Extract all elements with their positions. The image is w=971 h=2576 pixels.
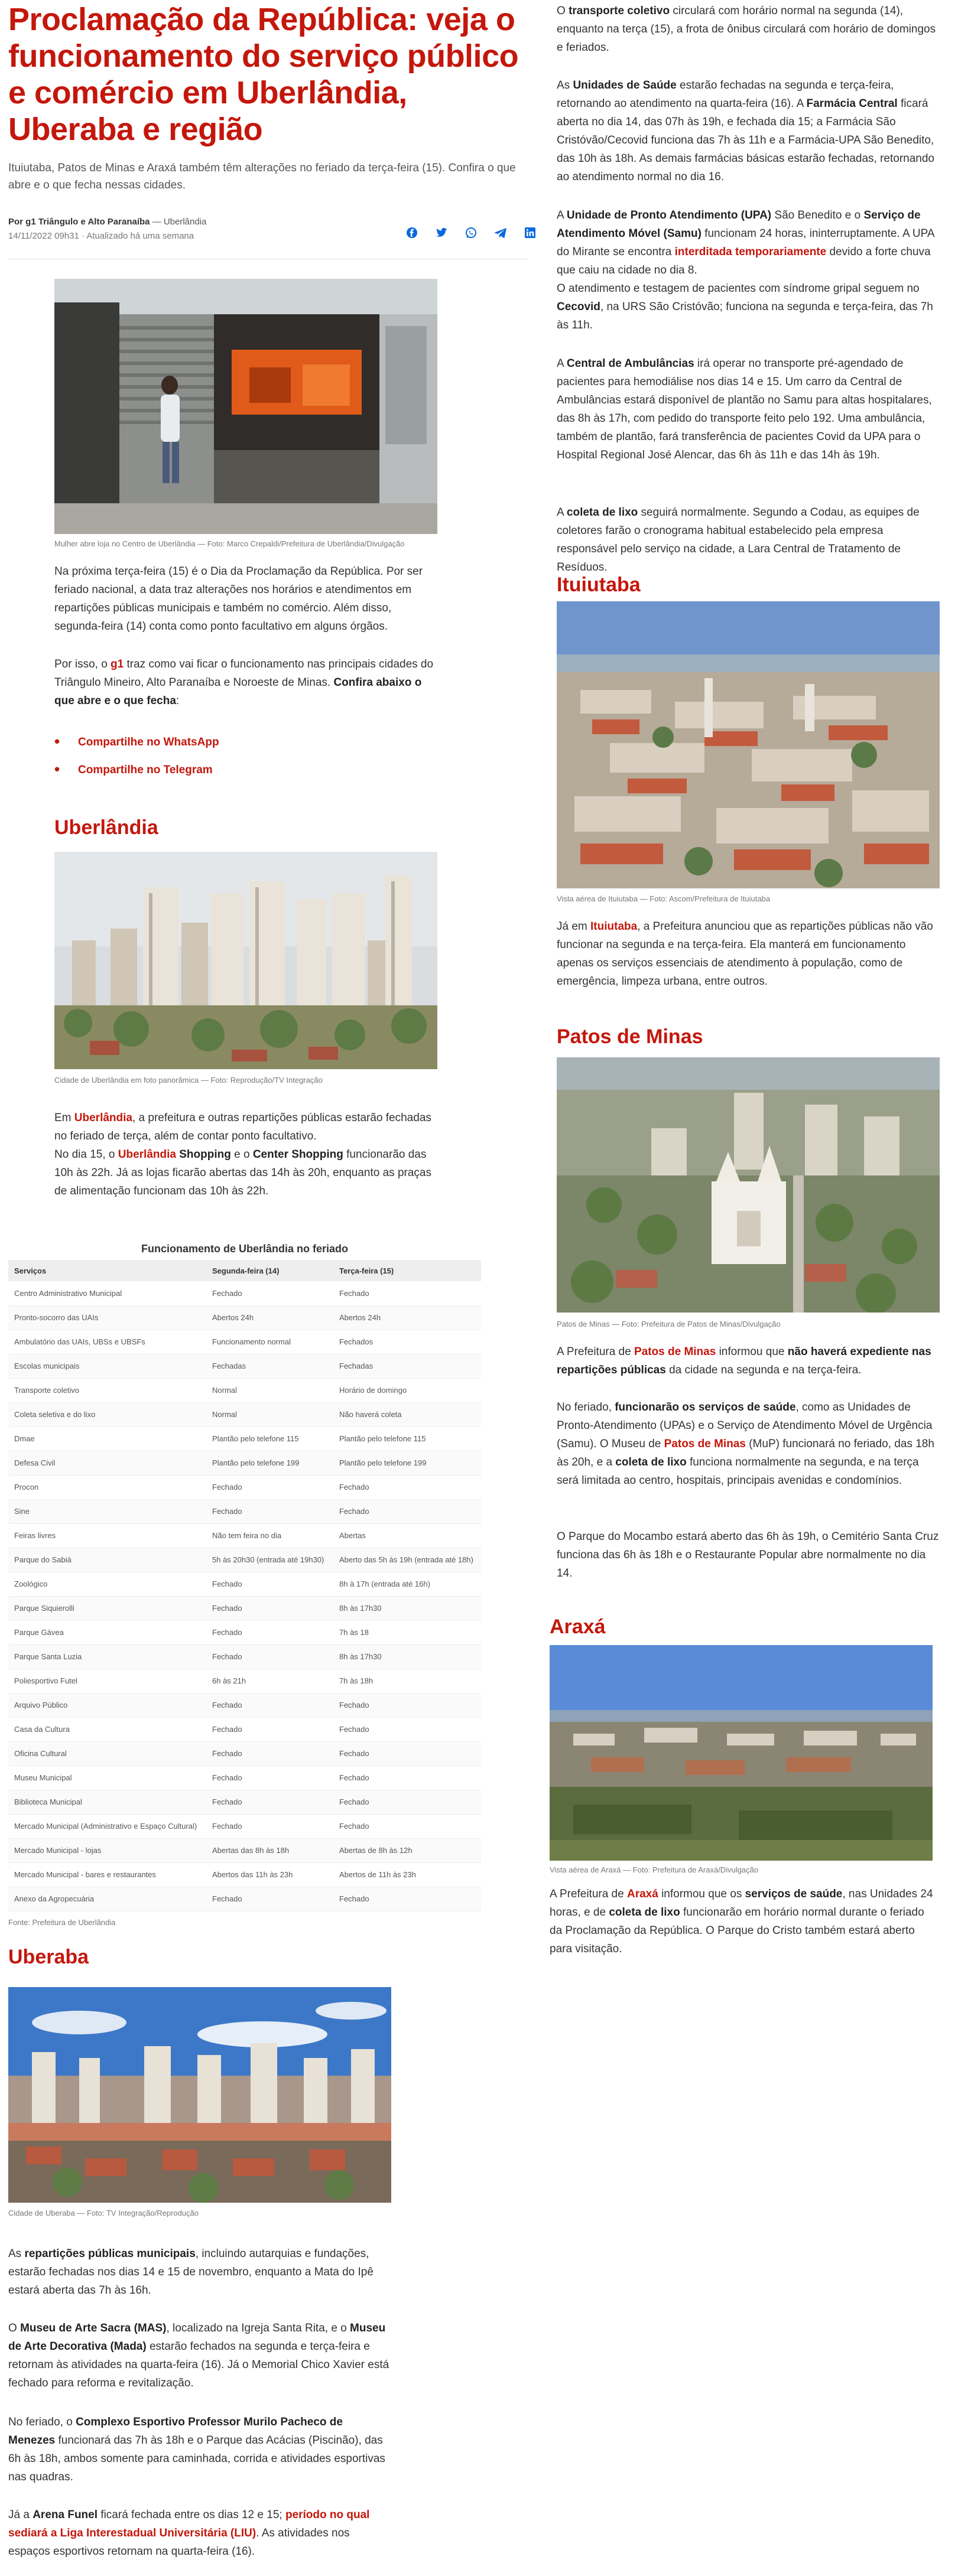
table-cell-monday: Fechado	[206, 1596, 333, 1620]
table-cell-service: Procon	[8, 1475, 206, 1499]
table-row	[8, 1402, 481, 1427]
byline-author[interactable]: Por g1 Triângulo e Alto Paranaíba	[8, 217, 150, 227]
table-cell-tuesday: Não haverá coleta	[333, 1402, 481, 1427]
table-header-tuesday: Terça-feira (15)	[333, 1260, 481, 1281]
table-cell-tuesday: 8h às 17h30	[333, 1596, 481, 1620]
table-row	[8, 1499, 481, 1523]
uberaba-paragraph-1: As repartições públicas municipais, incluindo autarquias e fundações, estarão fechadas nos dias 14 e 15 de novembro, enquanto a Mata do Ipê estará aberta das 7h às 16h.	[8, 2248, 374, 2297]
araxa-photo	[550, 1645, 933, 1861]
table-body	[8, 1281, 481, 1911]
uberlandia-photo	[54, 852, 437, 1069]
interdicted-link[interactable]: interditada temporariamente	[674, 246, 827, 258]
table-cell-tuesday: 8h às 17h30	[333, 1644, 481, 1669]
section-heading-patos-de-minas: Patos de Minas	[557, 1025, 703, 1048]
uberaba-photo-caption: Cidade de Uberaba — Foto: TV Integração/Reprodução	[8, 2209, 199, 2217]
table-cell-service: Escolas municipais	[8, 1354, 206, 1378]
table-row	[8, 1475, 481, 1499]
table-cell-service: Parque do Sabiá	[8, 1548, 206, 1572]
transport-paragraph: O transporte coletivo circulará com horário normal na segunda (14), enquanto na terça (15), a frota de ônibus circulará com horário de domingos e feriados.	[557, 5, 936, 54]
table-cell-service: Poliesportivo Futel	[8, 1669, 206, 1693]
table-cell-tuesday: Fechado	[333, 1814, 481, 1838]
section-heading-araxa: Araxá	[550, 1616, 606, 1638]
patos-paragraph-3: O Parque do Mocambo estará aberto das 6h às 19h, o Cemitério Santa Cruz funciona das 6h às 18h e o Restaurante Popular abre normalmente no dia 14.	[557, 1530, 939, 1580]
table-cell-service: Oficina Cultural	[8, 1741, 206, 1766]
uberlandia-shopping-link[interactable]: Uberlândia	[118, 1148, 176, 1161]
table-cell-service: Museu Municipal	[8, 1766, 206, 1790]
table-row	[8, 1766, 481, 1790]
table-cell-service: Parque Gávea	[8, 1620, 206, 1644]
liu-link[interactable]: período no qual sediará a Liga Interestadual Universitária (LIU)	[8, 2509, 370, 2539]
table-cell-monday: Fechado	[206, 1741, 333, 1766]
article-subtitle: Ituiutaba, Patos de Minas e Araxá também têm alterações no feriado da terça-feira (15). Confira o que abre e o que fecha nessas cidades.	[8, 162, 516, 191]
table-cell-service: Mercado Municipal (Administrativo e Espaço Cultural)	[8, 1814, 206, 1838]
table-cell-tuesday: 7h às 18	[333, 1620, 481, 1644]
table-row	[8, 1838, 481, 1862]
table-cell-service: Mercado Municipal - lojas	[8, 1838, 206, 1862]
table-cell-tuesday: Abertas	[333, 1523, 481, 1548]
g1-link[interactable]: g1	[111, 658, 124, 670]
table-cell-monday: 5h às 20h30 (entrada até 19h30)	[206, 1548, 333, 1572]
article-title: Proclamação da República: veja o funcionamento do serviço público e comércio em Uberlândia, Uberaba e região	[8, 2, 519, 147]
table-cell-tuesday: Fechado	[333, 1717, 481, 1741]
table-cell-service: Zoológico	[8, 1572, 206, 1596]
table-cell-monday: Fechadas	[206, 1354, 333, 1378]
table-cell-tuesday: Fechado	[333, 1790, 481, 1814]
uberaba-paragraph-4: Já a Arena Funel ficará fechada entre os dias 12 e 15; período no qual sediará a Liga Interestadual Universitária (LIU). As atividades nos espaços esportivos retornam na quarta-feira (16).	[8, 2509, 370, 2558]
table-row	[8, 1693, 481, 1717]
upa-paragraph: A Unidade de Pronto Atendimento (UPA) São Benedito e o Serviço de Atendimento Móvel (Samu) funcionam 24 horas, ininterruptamente. A UPA do Mirante se encontra interditada temporariamente devido a forte chuva que caiu na cidade no dia 8. O atendimento e testagem de pacientes com síndrome gripal seguem no Cecovid, na URS São Cristóvão; funciona na segunda e terça-feira, das 7h às 11h.	[557, 209, 934, 331]
table-cell-monday: 6h às 21h	[206, 1669, 333, 1693]
table-cell-tuesday: Fechado	[333, 1693, 481, 1717]
twitter-icon[interactable]	[435, 226, 448, 239]
table-cell-service: Anexo da Agropecuária	[8, 1887, 206, 1911]
share-bar	[405, 226, 537, 239]
table-row	[8, 1814, 481, 1838]
publish-date: 14/11/2022 09h31 · Atualizado há uma semana	[8, 231, 194, 241]
share-links-list	[54, 733, 439, 789]
patos-paragraph-1: A Prefeitura de Patos de Minas informou que não haverá expediente nas repartições públicas da cidade na segunda e na terça-feira.	[557, 1346, 931, 1376]
table-cell-monday: Normal	[206, 1402, 333, 1427]
patos-de-minas-photo	[557, 1057, 940, 1313]
table-cell-service: Ambulatório das UAIs, UBSs e UBSFs	[8, 1330, 206, 1354]
ituiutaba-paragraph: Já em Ituiutaba, a Prefeitura anunciou que as repartições públicas não vão funcionar na segunda e na terça-feira. Ela manterá em funcionamento apenas os serviços essenciais de atendimento à população, como de emergência, limpeza urbana, entre outros.	[557, 920, 933, 988]
table-cell-tuesday: Fechado	[333, 1766, 481, 1790]
uberlandia-link[interactable]: Uberlândia	[74, 1112, 132, 1124]
table-cell-tuesday: Aberto das 5h às 19h (entrada até 18h)	[333, 1548, 481, 1572]
table-row	[8, 1790, 481, 1814]
section-heading-uberlandia: Uberlândia	[54, 816, 158, 839]
table-cell-service: Defesa Civil	[8, 1451, 206, 1475]
table-row	[8, 1305, 481, 1330]
garbage-paragraph: A coleta de lixo seguirá normalmente. Segundo a Codau, as equipes de coletores farão o cronograma habitual estabelecido pela empresa responsável pelo serviço na cidade, a Lara Central de Tratamento de Resíduos.	[557, 506, 920, 574]
table-cell-tuesday: Fechado	[333, 1499, 481, 1523]
table-row	[8, 1523, 481, 1548]
table-cell-service: Dmae	[8, 1427, 206, 1451]
table-cell-monday: Abertas das 8h às 18h	[206, 1838, 333, 1862]
section-heading-ituiutaba: Ituiutaba	[557, 574, 641, 596]
table-row	[8, 1378, 481, 1402]
table-cell-monday: Funcionamento normal	[206, 1330, 333, 1354]
table-cell-monday: Fechado	[206, 1644, 333, 1669]
table-header-row	[8, 1260, 481, 1281]
share-whatsapp-link[interactable]: • Compartilhe no WhatsApp	[54, 733, 439, 751]
uberlandia-services-table	[8, 1243, 481, 1911]
table-row	[8, 1354, 481, 1378]
ituiutaba-link[interactable]: Ituiutaba	[590, 920, 638, 933]
patos-paragraph-2: No feriado, funcionarão os serviços de saúde, como as Unidades de Pronto-Atendimento (UPAs) e o Serviço de Atendimento Móvel de Urgência (Samu). O Museu de Patos de Minas (MuP) funcionará no feriado, das 18h às 20h, e a coleta de lixo funciona normalmente na segunda, e na terça será limitada ao centro, hospitais, principais avenidas e condomínios.	[557, 1401, 934, 1487]
table-cell-monday: Fechado	[206, 1281, 333, 1305]
main-photo	[54, 279, 437, 534]
table-row	[8, 1572, 481, 1596]
table-row	[8, 1717, 481, 1741]
section-heading-uberaba: Uberaba	[8, 1946, 89, 1968]
table-cell-monday: Abertos 24h	[206, 1305, 333, 1330]
table-cell-tuesday: Fechado	[333, 1281, 481, 1305]
uberlandia-table-wrapper	[8, 1243, 481, 1928]
share-telegram-link[interactable]: • Compartilhe no Telegram	[54, 761, 439, 779]
table-cell-tuesday: Plantão pelo telefone 199	[333, 1451, 481, 1475]
table-cell-monday: Fechado	[206, 1499, 333, 1523]
table-caption: Funcionamento de Uberlândia no feriado	[141, 1243, 349, 1255]
uberaba-paragraph-3: No feriado, o Complexo Esportivo Professor Murilo Pacheco de Menezes funcionará das 7h às 18h e o Parque das Acácias (Piscinão), das 6h às 18h, ambos somente para caminhada, corrida e atividades esportivas nas quadras.	[8, 2416, 385, 2483]
table-row	[8, 1741, 481, 1766]
table-cell-service: Parque Siquierolli	[8, 1596, 206, 1620]
table-cell-tuesday: Fechado	[333, 1475, 481, 1499]
health-units-paragraph: As Unidades de Saúde estarão fechadas na segunda e terça-feira, retornando ao atendimento na quarta-feira (16). A Farmácia Central ficará aberta no dia 14, das 07h às 19h, e fechada dia 15; a Farmácia São Cristóvão/Cecovid funciona das 7h às 11h e a Farmácia-UPA São Benedito, das 10h às 18h. As demais farmácias básicas estarão fechadas, retornando ao atendimento normal no dia 16.	[557, 79, 934, 183]
patos-de-minas-link[interactable]: Patos de Minas	[634, 1346, 716, 1358]
table-row	[8, 1644, 481, 1669]
table-row	[8, 1596, 481, 1620]
table-row	[8, 1281, 481, 1305]
facebook-icon[interactable]	[405, 226, 418, 239]
uberlandia-photo-caption: Cidade de Uberlândia em foto panorâmica — Foto: Reprodução/TV Integração	[54, 1076, 323, 1085]
table-cell-monday: Plantão pelo telefone 115	[206, 1427, 333, 1451]
ituiutaba-photo	[557, 601, 940, 888]
table-header-services: Serviços	[8, 1260, 206, 1281]
telegram-icon[interactable]	[494, 226, 507, 239]
table-cell-monday: Fechado	[206, 1717, 333, 1741]
patos-de-minas-museum-link[interactable]: Patos de Minas	[664, 1438, 746, 1450]
table-cell-tuesday: Abertos 24h	[333, 1305, 481, 1330]
table-cell-service: Coleta seletiva e do lixo	[8, 1402, 206, 1427]
table-row	[8, 1862, 481, 1887]
table-cell-monday: Não tem feira no dia	[206, 1523, 333, 1548]
ituiutaba-photo-caption: Vista aérea de Ituiutaba — Foto: Ascom/Prefeitura de Ituiutaba	[557, 894, 771, 903]
table-cell-tuesday: Abertos de 11h às 23h	[333, 1862, 481, 1887]
table-cell-service: Casa da Cultura	[8, 1717, 206, 1741]
intro-paragraph-1: Na próxima terça-feira (15) é o Dia da Proclamação da República. Por ser feriado nacional, a data traz alterações nos horários e atendimentos em repartições públicas municipais e também no comércio. Além disso, segunda-feira (14) conta como ponto facultativo em alguns órgãos.	[54, 565, 423, 633]
araxa-link[interactable]: Araxá	[626, 1888, 658, 1900]
araxa-photo-caption: Vista aérea de Araxá — Foto: Prefeitura de Araxá/Divulgação	[550, 1865, 759, 1874]
table-cell-monday: Fechado	[206, 1766, 333, 1790]
table-source: Fonte: Prefeitura de Uberlândia	[8, 1917, 116, 1927]
patos-de-minas-photo-caption: Patos de Minas — Foto: Prefeitura de Patos de Minas/Divulgação	[557, 1320, 781, 1328]
table-row	[8, 1548, 481, 1572]
table-row	[8, 1620, 481, 1644]
table-cell-tuesday: Fechadas	[333, 1354, 481, 1378]
table-cell-monday: Fechado	[206, 1887, 333, 1911]
table-cell-service: Parque Santa Luzia	[8, 1644, 206, 1669]
table-cell-service: Centro Administrativo Municipal	[8, 1281, 206, 1305]
table-cell-service: Transporte coletivo	[8, 1378, 206, 1402]
table-cell-monday: Normal	[206, 1378, 333, 1402]
table-cell-tuesday: Abertas de 8h às 12h	[333, 1838, 481, 1862]
table-cell-service: Pronto-socorro das UAIs	[8, 1305, 206, 1330]
table-cell-service: Mercado Municipal - bares e restaurantes	[8, 1862, 206, 1887]
table-cell-tuesday: Fechados	[333, 1330, 481, 1354]
table-cell-tuesday: Plantão pelo telefone 115	[333, 1427, 481, 1451]
table-cell-monday: Fechado	[206, 1790, 333, 1814]
table-row	[8, 1887, 481, 1911]
table-row	[8, 1669, 481, 1693]
uberaba-photo	[8, 1987, 391, 2203]
table-cell-monday: Fechado	[206, 1693, 333, 1717]
table-row	[8, 1330, 481, 1354]
table-header-monday: Segunda-feira (14)	[206, 1260, 333, 1281]
table-cell-monday: Fechado	[206, 1572, 333, 1596]
linkedin-icon[interactable]	[524, 226, 537, 239]
table-row	[8, 1427, 481, 1451]
byline	[8, 215, 292, 243]
table-cell-tuesday: Fechado	[333, 1741, 481, 1766]
uberlandia-paragraph: Em Uberlândia, a prefeitura e outras repartições públicas estarão fechadas no feriado de terça, além de contar ponto facultativo. No dia 15, o Uberlândia Shopping e o Center Shopping funcionarão das 10h às 22h. Já as lojas ficarão abertas das 14h às 20h, enquanto as praças de alimentação funcionam das 10h às 22h.	[54, 1112, 431, 1197]
whatsapp-icon[interactable]	[465, 226, 478, 239]
table-cell-tuesday: Horário de domingo	[333, 1378, 481, 1402]
main-photo-caption: Mulher abre loja no Centro de Uberlândia — Foto: Marco Crepaldi/Prefeitura de Uberlândia/Divulgação	[54, 539, 405, 548]
araxa-paragraph: A Prefeitura de Araxá informou que os serviços de saúde, nas Unidades 24 horas, e de coleta de lixo funcionarão em horário normal durante o feriado da Proclamação da República. O Parque do Cristo também estará aberto para visitação.	[550, 1888, 933, 1955]
table-cell-monday: Fechado	[206, 1620, 333, 1644]
table-cell-tuesday: 7h às 18h	[333, 1669, 481, 1693]
table-row	[8, 1451, 481, 1475]
table-cell-monday: Fechado	[206, 1475, 333, 1499]
table-cell-service: Sine	[8, 1499, 206, 1523]
table-cell-monday: Fechado	[206, 1814, 333, 1838]
table-cell-service: Biblioteca Municipal	[8, 1790, 206, 1814]
table-cell-monday: Abertos das 11h às 23h	[206, 1862, 333, 1887]
table-cell-tuesday: Fechado	[333, 1887, 481, 1911]
uberaba-paragraph-2: O Museu de Arte Sacra (MAS), localizado na Igreja Santa Rita, e o Museu de Arte Decorativa (Mada) estarão fechados na segunda e terça-feira e retornam às atividades na quarta-feira (16). Já o Memorial Chico Xavier está fechado para reforma e revitalização.	[8, 2322, 389, 2389]
intro-paragraph-2: Por isso, o g1 traz como vai ficar o funcionamento nas principais cidades do Triângulo Mineiro, Alto Paranaíba e Noroeste de Minas. Confira abaixo o que abre e o que fecha:	[54, 658, 434, 707]
table-cell-service: Arquivo Público	[8, 1693, 206, 1717]
table-cell-tuesday: 8h à 17h (entrada até 16h)	[333, 1572, 481, 1596]
ambulance-paragraph: A Central de Ambulâncias irá operar no transporte pré-agendado de pacientes para hemodiálise nos dias 14 e 15. Um carro da Central de Ambulâncias estará disponível de plantão no Samu para altas hospitalares, das 8h às 17h, com pedido do transporte feito pelo 192. Uma ambulância, também de plantão, fará transferência de pacientes Covid da UPA para o Hospital Regional José Alencar, das 6h às 11h e das 14h às 19h.	[557, 357, 932, 461]
byline-place: — Uberlândia	[150, 217, 207, 227]
table-cell-monday: Plantão pelo telefone 199	[206, 1451, 333, 1475]
table-cell-service: Feiras livres	[8, 1523, 206, 1548]
